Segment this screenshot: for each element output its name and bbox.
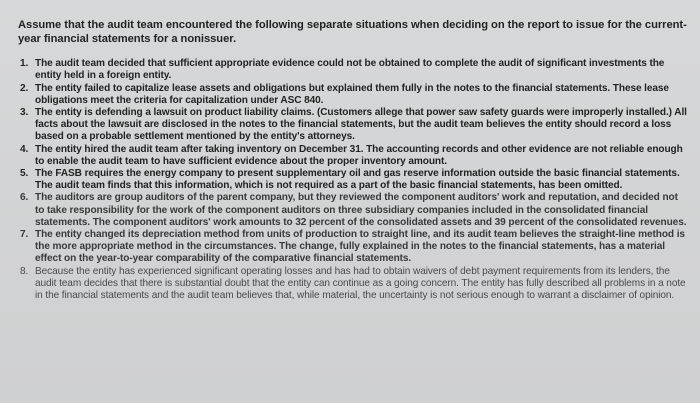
item-number: 8. xyxy=(20,265,29,277)
item-text: The auditors are group auditors of the parent company, but they reviewed the component auditors' work and reputation, and decided not to take responsibility for the work of the component auditors on three subsidiary companies included in the consolidated financial statements. The component auditors' work amounts to 32 percent of the consolidated assets and 39 percent of the consolidated revenues. xyxy=(35,192,687,228)
item-text: The audit team decided that sufficient appropriate evidence could not be obtained to complete the audit of significant investments the entity held in a foreign entity. xyxy=(35,58,665,82)
item-text: The entity failed to capitalize lease assets and obligations but explained them fully in the notes to the financial statements. These lease obligations meet the criteria for capitalization under ASC 840. xyxy=(35,82,669,106)
item-number: 1. xyxy=(20,58,29,70)
item-text: The entity hired the audit team after taking inventory on December 31. The accounting records and other evidence are not reliable enough to enable the audit team to have sufficient evidence about the proper inventory amount. xyxy=(35,143,683,167)
situation-list xyxy=(18,58,688,302)
item-number: 2. xyxy=(20,82,29,94)
item-text: The entity is defending a lawsuit on product liability claims. (Customers allege that power saw safety guards were improperly installed.) All facts about the lawsuit are disclosed in the notes to the financial statements, but the audit team believes the entity should record a loss based on a probable settlement mentioned by the entity's attorneys. xyxy=(35,107,687,143)
intro-paragraph: Assume that the audit team encountered the following separate situations when deciding on the report to issue for the current-year financial statements for a nonissuer. xyxy=(18,19,687,45)
list-item xyxy=(18,58,688,82)
item-number: 4. xyxy=(20,143,29,155)
list-item xyxy=(18,266,688,303)
item-number: 5. xyxy=(20,168,29,180)
list-item xyxy=(18,229,688,266)
item-text: Because the entity has experienced significant operating losses and has had to obtain waivers of debt payment requirements from its lenders, the audit team decides that there is substantial doubt that the entity can continue as a going concern. The entity has fully described all problems in a note in the financial statements and the audit team believes that, while material, the uncertainty is not serious enough to warrant a disclaimer of opinion. xyxy=(35,265,686,302)
item-number: 7. xyxy=(20,229,29,241)
list-item xyxy=(18,168,688,192)
list-item xyxy=(18,107,688,144)
list-item xyxy=(18,144,688,168)
item-text: The entity changed its depreciation method from units of production to straight line, and its audit team believes the straight-line method is the more appropriate method in the circumstances. The change, fully explained in the notes to the financial statements, has a material effect on the year-to-year comparability of the comparative financial statements. xyxy=(35,229,685,265)
item-number: 3. xyxy=(20,107,29,118)
item-text: The FASB requires the energy company to present supplementary oil and gas reserve information outside the basic financial statements. The audit team finds that this information, which is not required as a part of the basic financial statements, has been omitted. xyxy=(35,168,680,192)
list-item xyxy=(18,83,688,107)
list-item xyxy=(18,192,688,229)
item-number: 6. xyxy=(20,192,29,204)
